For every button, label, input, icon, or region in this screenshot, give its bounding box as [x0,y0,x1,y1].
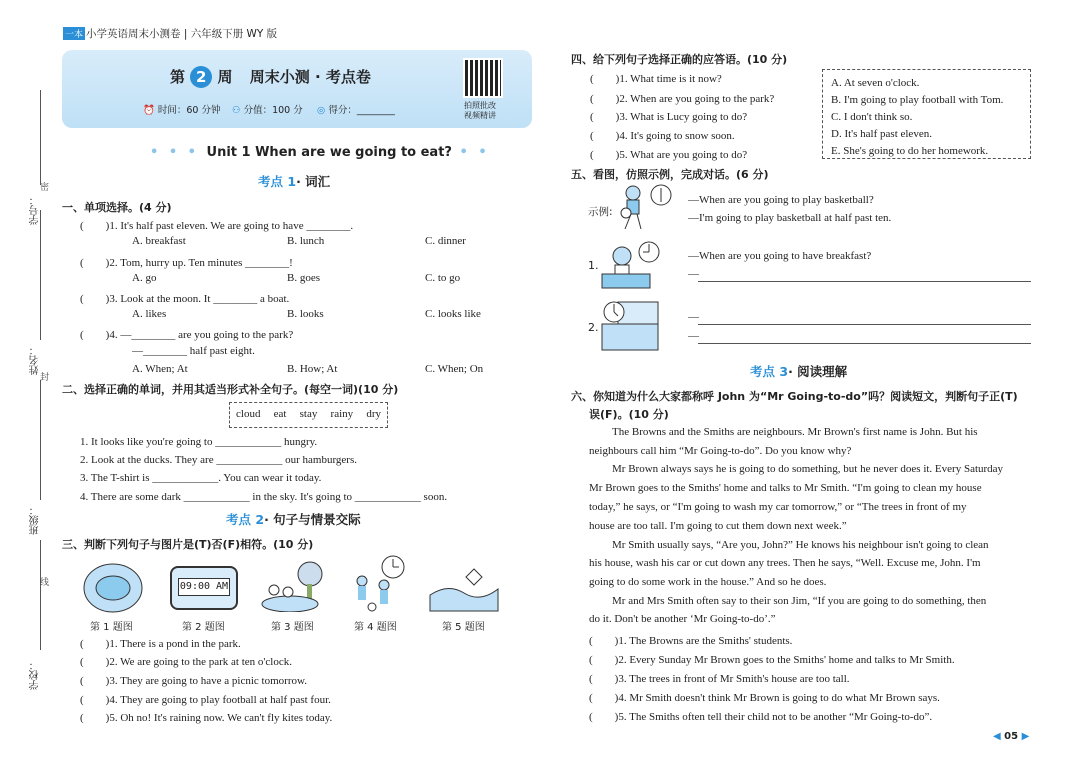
seal-mark: 线 [40,578,50,588]
kaodian-name: · 阅读理解 [788,364,848,379]
time-text: 时间：60 分钟 [157,105,221,116]
class-label: 班级： [30,505,41,535]
answer-option: E. She's going to do her homework. [831,145,989,157]
answer-option: B. I'm going to play football with Tom. [831,94,1004,106]
pond-picture [82,558,144,614]
dialog-2-number: 2. [588,321,599,334]
question-4-line-2: —________ half past eight. [132,345,255,357]
section-6-title: 六、你知道为什么大家都称呼 John 为“Mr Going-to-do”吗？阅读短文，判断句子正(T) [571,390,1018,403]
reading-tf-item-3[interactable]: ( )3. The trees in front of Mr Smith's house are too tall. [589,673,850,685]
example-label: 示例: [588,206,613,218]
passage-line: do it. Don't be another ‘Mr Going-to-do’.” [589,613,776,625]
option: A. When; At [132,363,188,375]
tf-item-4[interactable]: ( )4. They are going to play football at half past four. [80,694,331,706]
margin-line [40,210,41,340]
dialog-1-question: —When are you going to have breakfast? [688,250,872,262]
option: A. breakfast [132,235,186,247]
tf-item-5[interactable]: ( )5. Oh no! It's raining now. We can't fly kites today. [80,712,333,724]
passage-line: Mr Smith usually says, “Are you, John?” He knows his neighbour isn't going to clean [612,539,989,551]
option: C. When; On [425,363,484,375]
kite-field-picture [428,565,500,613]
question-4[interactable]: ( )4. —________ are you going to the park? [80,329,294,341]
football-picture [348,553,408,613]
word: stay [299,408,318,420]
school-clock-picture [600,298,662,356]
fill-sentence-3[interactable]: 3. The T-shirt is ____________. You can wear it today. [80,472,322,484]
name-label: 姓名： [30,345,41,375]
seal-mark: 密 [40,183,50,193]
picnic-picture [260,560,326,612]
kaodian-1-heading [258,172,330,190]
section-2-title: 二、选择正确的单词，并用其适当形式补全句子。(每空一词)(10 分) [62,383,399,396]
title-banner [62,50,532,128]
next-arrow-icon: ▶ [1018,731,1030,742]
dash: — [688,311,699,323]
margin-line [40,540,41,650]
time-info [143,102,220,116]
word: eat [273,408,287,420]
answer-option: C. I don't think so. [831,111,913,123]
school-label: 学校： [30,660,41,690]
header-title: 小学英语周末小测卷 | 六年级下册 WY 版 [86,28,278,40]
brand-badge: 一本 [63,27,85,40]
option: A. go [132,272,157,284]
passage-line: today,” he says, or “I'm going to wash my car tomorrow,” or “The trees in front of my [589,501,967,513]
fill-sentence-1[interactable]: 1. It looks like you're going to ____________ hungry. [80,436,318,448]
kaodian-3-heading [750,362,847,380]
option: B. goes [287,272,320,284]
kaodian-num: 考点 1 [258,174,297,189]
passage-line: his house, wash his car or cut down any trees. Then he says, “Well. Excuse me, John. I'm [589,557,981,569]
dots-decoration: • • [451,145,490,160]
margin-line [40,90,41,185]
reading-tf-item-2[interactable]: ( )2. Every Sunday Mr Brown goes to the Smiths' home and talks to Mr Smith. [589,654,955,666]
picture-caption: 第 2 题图 [182,622,225,633]
banner-title: 周末小测 · 考点卷 [249,68,371,86]
dash: — [688,330,699,342]
passage-line: neighbours call him “Mr Going-to-do”. Do you know why? [589,445,852,457]
answer-options-box [822,69,1031,159]
picture-caption: 第 5 题图 [442,622,485,633]
kaodian-name: · 词汇 [296,174,331,189]
kaodian-num: 考点 3 [750,364,789,379]
passage-line: house are too tall. I'm going to cut them down next week.” [589,520,847,532]
answer-option: D. It's half past eleven. [831,128,932,140]
question-2[interactable]: ( )2. Tom, hurry up. Ten minutes ________! [80,257,293,269]
match-item-2[interactable]: ( )2. When are you going to the park? [590,93,775,105]
passage-line: Mr Brown always says he is going to do something, but he never does it. Every Saturday [612,463,1004,475]
tf-item-3[interactable]: ( )3. They are going to have a picnic tomorrow. [80,675,307,687]
passage-line: Mr and Mrs Smith often say to their son Jim, “If you are going to do something, then [612,595,987,607]
breakfast-girl-picture [600,240,662,292]
match-item-5[interactable]: ( )5. What are you going to do? [590,149,748,161]
qr-code [463,58,503,98]
week-prefix: 第 [170,68,186,86]
picture-caption: 第 3 题图 [271,622,314,633]
section-3-title: 三、判断下列句子与图片是(T)否(F)相符。(10 分) [62,538,314,551]
person-icon: ⚇ [232,105,241,116]
score-value-info [232,102,303,116]
reading-tf-item-1[interactable]: ( )1. The Browns are the Smiths' students. [589,635,793,647]
picture-caption: 第 1 题图 [90,622,133,633]
reading-tf-item-5[interactable]: ( )5. The Smiths often tell their child not to be another “Mr Going-to-do”. [589,711,933,723]
week-suffix: 周 [217,68,233,86]
week-label [170,66,371,88]
kaodian-name: · 句子与情景交际 [264,512,361,527]
answer-option: A. At seven o'clock. [831,77,920,89]
option: B. How; At [287,363,338,375]
margin-line [40,380,41,500]
word: dry [366,408,381,420]
clock-display: 09:00 AM [178,578,230,596]
answer-line[interactable] [698,324,1031,325]
option: C. looks like [425,308,481,320]
question-1[interactable]: ( )1. It's half past eleven. We are going to have ________. [80,220,354,232]
unit-title-text: Unit 1 When are we going to eat? [206,145,452,160]
word: rainy [330,408,354,420]
score-value-text: 分值：100 分 [243,105,303,116]
picture-caption: 第 4 题图 [354,622,397,633]
qr-caption-2: 视频精讲 [464,111,496,120]
match-item-1[interactable]: ( )1. What time is it now? [590,73,722,85]
score-field [317,102,395,116]
page-number [993,731,1029,742]
question-3[interactable]: ( )3. Look at the moon. It ________ a boat. [80,293,290,305]
answer-line[interactable] [698,343,1031,344]
unit-title [150,145,490,160]
word-bank [229,402,388,428]
answer-line[interactable] [698,281,1031,282]
tf-item-2[interactable]: ( )2. We are going to the park at ten o'clock. [80,656,292,668]
passage-line: going to do some work in the house.” And so he does. [589,576,827,588]
section-6-title-cont: 误(F)。(10 分) [589,408,669,421]
fill-sentence-4[interactable]: 4. There are some dark ____________ in the sky. It's going to ____________ soon. [80,491,448,503]
dots-decoration: • • • [150,145,207,160]
example-answer: —I'm going to play basketball at half past ten. [688,212,892,224]
basketball-boy-picture [615,183,675,233]
reading-tf-item-4[interactable]: ( )4. Mr Smith doesn't think Mr Brown is going to do what Mr Brown says. [589,692,940,704]
option: C. dinner [425,235,466,247]
section-1-title: 一、单项选择。(4 分) [62,201,172,214]
dash: — [688,268,699,280]
qr-caption-1: 拍照批改 [464,101,496,110]
week-number: 2 [190,66,212,88]
option: B. lunch [287,235,325,247]
clock-icon: ⏰ [143,105,155,116]
section-4-title: 四、给下列句子选择正确的应答语。(10 分) [571,53,788,66]
option: B. looks [287,308,324,320]
score-text: 得分：________ [328,105,395,116]
word: cloud [236,408,261,420]
target-icon: ◎ [317,105,326,116]
fill-sentence-2[interactable]: 2. Look at the ducks. They are ____________ our hamburgers. [80,454,357,466]
kaodian-num: 考点 2 [226,512,265,527]
match-item-4[interactable]: ( )4. It's going to snow soon. [590,130,735,142]
option: C. to go [425,272,461,284]
passage-line: Mr Brown goes to the Smiths' home and talks to Mr Smith. “I'm going to clean my house [589,482,982,494]
kaodian-2-heading [226,510,361,528]
tf-item-1[interactable]: ( )1. There is a pond in the park. [80,638,241,650]
dialog-1-number: 1. [588,259,599,272]
page-number-text: 05 [1004,731,1019,742]
student-id-label: 学号： [30,195,41,225]
example-question: —When are you going to play basketball? [688,194,874,206]
passage-line: The Browns and the Smiths are neighbours. Mr Brown's first name is John. But his [612,426,978,438]
match-item-3[interactable]: ( )3. What is Lucy going to do? [590,111,748,123]
section-5-title: 五、看图，仿照示例，完成对话。(6 分) [571,168,769,181]
option: A. likes [132,308,167,320]
prev-arrow-icon: ◀ [993,731,1005,742]
seal-mark: 封 [40,373,50,383]
